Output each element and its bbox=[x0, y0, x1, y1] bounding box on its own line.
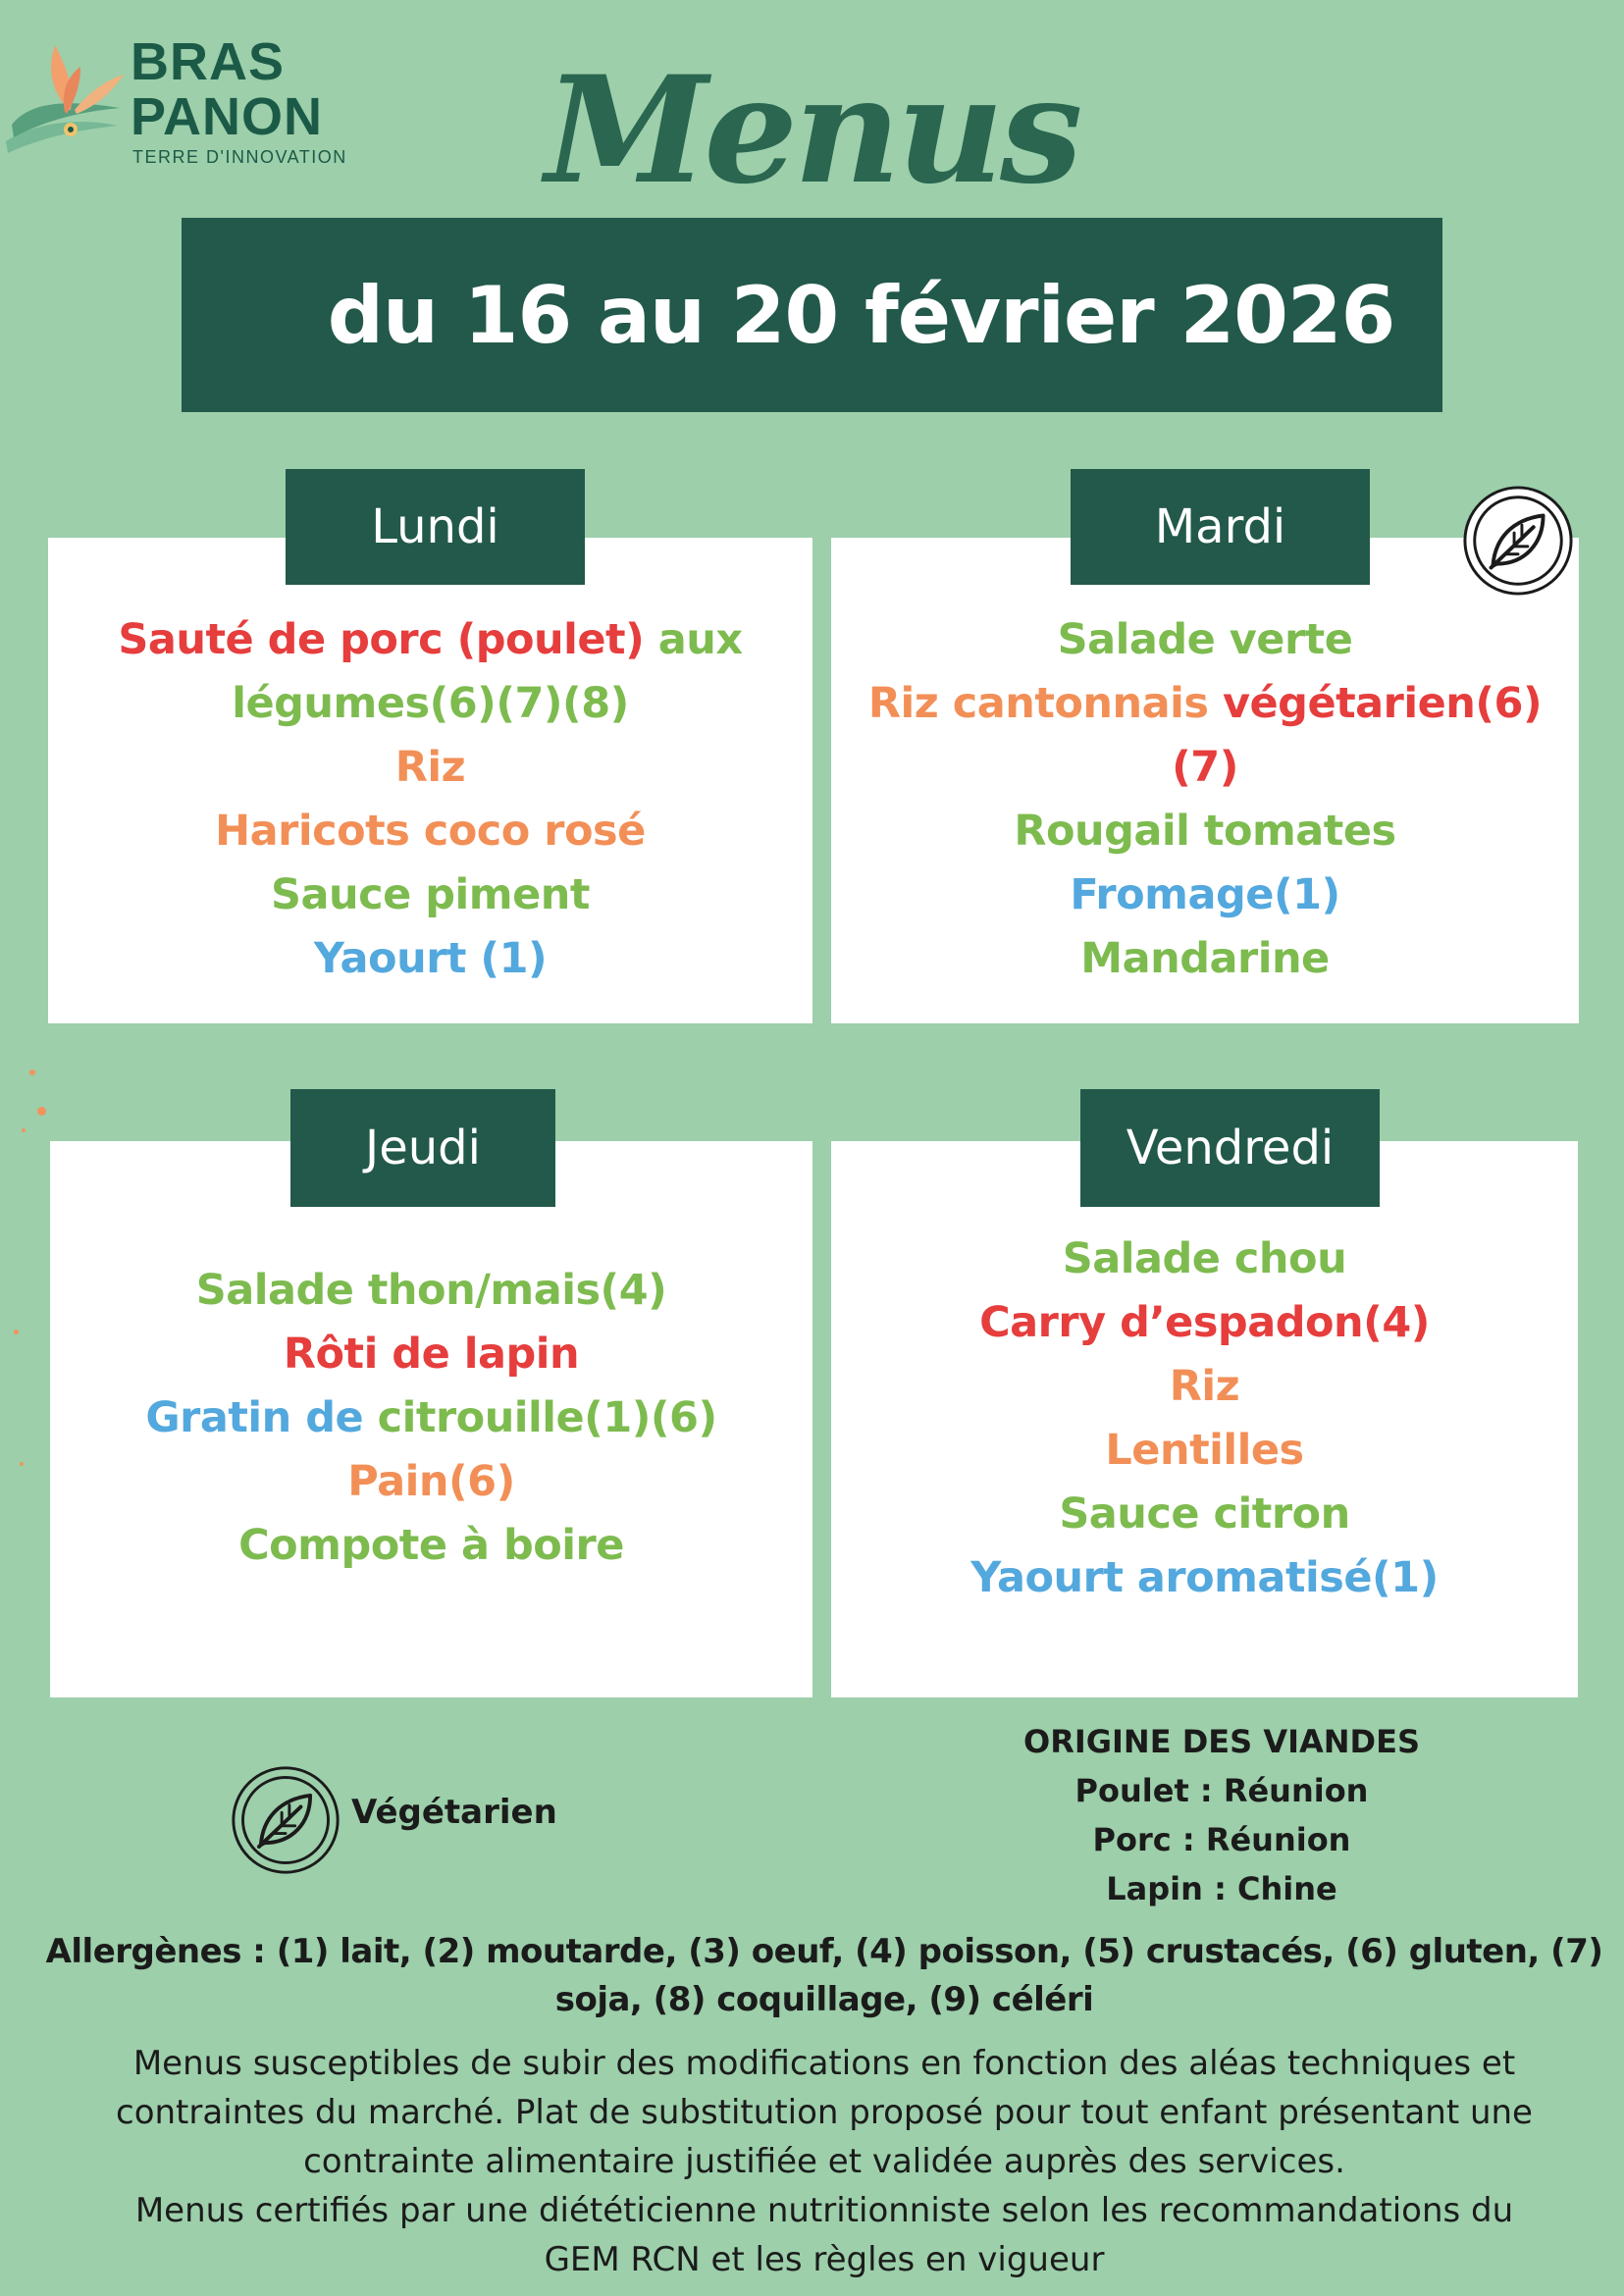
menu-item bbox=[831, 1291, 1578, 1355]
meat-origin-row: Porc : Réunion bbox=[1092, 1821, 1351, 1858]
decorative-splatter bbox=[37, 1107, 46, 1116]
menu-item bbox=[831, 672, 1579, 736]
day-card-vendredi bbox=[831, 1141, 1578, 1697]
menu-item-text: (7) bbox=[1172, 743, 1238, 792]
menu-item-text: Rôti de lapin bbox=[283, 1330, 580, 1379]
menu-item-text: Gratin de bbox=[145, 1393, 378, 1442]
menu-item bbox=[831, 863, 1579, 927]
menu-item bbox=[831, 1483, 1578, 1546]
menu-item bbox=[831, 927, 1579, 991]
day-label-vendredi: Vendredi bbox=[1080, 1089, 1380, 1207]
logo-text-line1: BRAS bbox=[131, 32, 286, 91]
menu-item bbox=[48, 800, 812, 863]
disclaimer-line: GEM RCN et les règles en vigueur bbox=[544, 2240, 1105, 2279]
menu-item bbox=[50, 1259, 812, 1323]
disclaimer-line: contrainte alimentaire justifiée et validée auprès des services. bbox=[303, 2142, 1345, 2181]
menu-item-text: Sauce piment bbox=[271, 870, 590, 919]
meat-origin-row: Poulet : Réunion bbox=[1074, 1772, 1369, 1809]
menu-item-text: Compote à boire bbox=[238, 1521, 624, 1570]
menu-item-text: légumes(6)(7)(8) bbox=[232, 679, 629, 728]
date-range: du 16 au 20 février 2026 bbox=[327, 269, 1395, 361]
meat-origin bbox=[932, 1717, 1511, 1913]
allergens-line: soja, (8) coquillage, (9) céléri bbox=[554, 1980, 1094, 2019]
page-title: Menus bbox=[545, 44, 1079, 217]
vegetarian-leaf-icon bbox=[1460, 483, 1576, 599]
menu-item bbox=[50, 1450, 812, 1514]
decorative-splatter bbox=[20, 1462, 24, 1466]
meat-origin-row: Lapin : Chine bbox=[1106, 1870, 1337, 1907]
menu-list-vendredi bbox=[831, 1227, 1578, 1610]
menu-item-text: végétarien(6) bbox=[1222, 679, 1543, 728]
menu-item bbox=[50, 1386, 812, 1450]
menu-item-text: Rougail tomates bbox=[1014, 807, 1396, 856]
menu-item-text: Haricots coco rosé bbox=[215, 807, 646, 856]
menu-item bbox=[831, 1419, 1578, 1483]
menu-item-text: citrouille(1)(6) bbox=[377, 1393, 717, 1442]
menu-item bbox=[831, 1355, 1578, 1419]
menu-list-mardi bbox=[831, 608, 1579, 991]
day-card-mardi bbox=[831, 538, 1579, 1023]
menu-item-text: Riz cantonnais bbox=[867, 679, 1223, 728]
allergens-list bbox=[39, 1928, 1609, 2024]
menu-item-text: Salade thon/mais(4) bbox=[195, 1266, 667, 1315]
vegetarian-legend-icon bbox=[229, 1763, 342, 1877]
menu-item-text: Carry d’espadon(4) bbox=[979, 1298, 1430, 1347]
logo-text-line2: PANON bbox=[131, 87, 324, 146]
disclaimer bbox=[39, 2039, 1609, 2284]
menu-item bbox=[48, 927, 812, 991]
menu-list-lundi bbox=[48, 608, 812, 991]
menu-item bbox=[48, 608, 812, 672]
menu-item-text: Salade verte bbox=[1057, 615, 1353, 664]
menu-item-text: Salade chou bbox=[1062, 1234, 1347, 1283]
day-label-jeudi: Jeudi bbox=[290, 1089, 555, 1207]
decorative-splatter bbox=[14, 1330, 19, 1334]
menu-item bbox=[831, 1227, 1578, 1291]
disclaimer-line: Menus certifiés par une diététicienne nutritionniste selon les recommandations du bbox=[134, 2191, 1514, 2230]
meat-origin-title: ORIGINE DES VIANDES bbox=[1023, 1723, 1420, 1760]
menu-item-text: Yaourt aromatisé(1) bbox=[970, 1553, 1439, 1602]
disclaimer-line: Menus susceptibles de subir des modifications en fonction des aléas techniques et bbox=[132, 2044, 1516, 2083]
menu-item bbox=[831, 800, 1579, 863]
disclaimer-line: contraintes du marché. Plat de substitution proposé pour tout enfant présentant une bbox=[116, 2093, 1533, 2132]
menu-item-text: Lentilles bbox=[1105, 1426, 1304, 1475]
day-label-mardi: Mardi bbox=[1071, 469, 1370, 585]
menu-item bbox=[831, 608, 1579, 672]
day-label-lundi: Lundi bbox=[286, 469, 585, 585]
day-card-jeudi bbox=[50, 1141, 812, 1697]
decorative-splatter bbox=[29, 1070, 35, 1075]
logo-tagline: TERRE D'INNOVATION bbox=[132, 147, 347, 167]
menu-item-text: Mandarine bbox=[1080, 934, 1330, 983]
menu-item-text: Sauce citron bbox=[1059, 1489, 1350, 1539]
menu-item-text: Fromage(1) bbox=[1070, 870, 1340, 919]
menu-item bbox=[50, 1323, 812, 1386]
menu-item bbox=[48, 736, 812, 800]
menu-item bbox=[831, 1546, 1578, 1610]
date-banner bbox=[182, 218, 1442, 412]
menu-list-jeudi bbox=[50, 1259, 812, 1578]
day-card-lundi bbox=[48, 538, 812, 1023]
menu-item-text: Riz bbox=[394, 743, 466, 792]
allergens-line: Allergènes : (1) lait, (2) moutarde, (3) oeuf, (4) poisson, (5) crustacés, (6) gluten, (7) bbox=[45, 1932, 1603, 1971]
menu-item bbox=[831, 736, 1579, 800]
menu-item-text: Pain(6) bbox=[347, 1457, 515, 1506]
menu-item-text: Yaourt (1) bbox=[313, 934, 548, 983]
menu-item bbox=[48, 863, 812, 927]
menu-item-text: Sauté de porc (poulet) bbox=[118, 615, 658, 664]
vegetarian-legend-label: Végétarien bbox=[351, 1793, 557, 1832]
menu-item-text: aux bbox=[657, 615, 743, 664]
menu-item-text: Riz bbox=[1169, 1362, 1240, 1411]
menu-item bbox=[48, 672, 812, 736]
decorative-splatter bbox=[22, 1128, 26, 1132]
menu-item bbox=[50, 1514, 812, 1578]
